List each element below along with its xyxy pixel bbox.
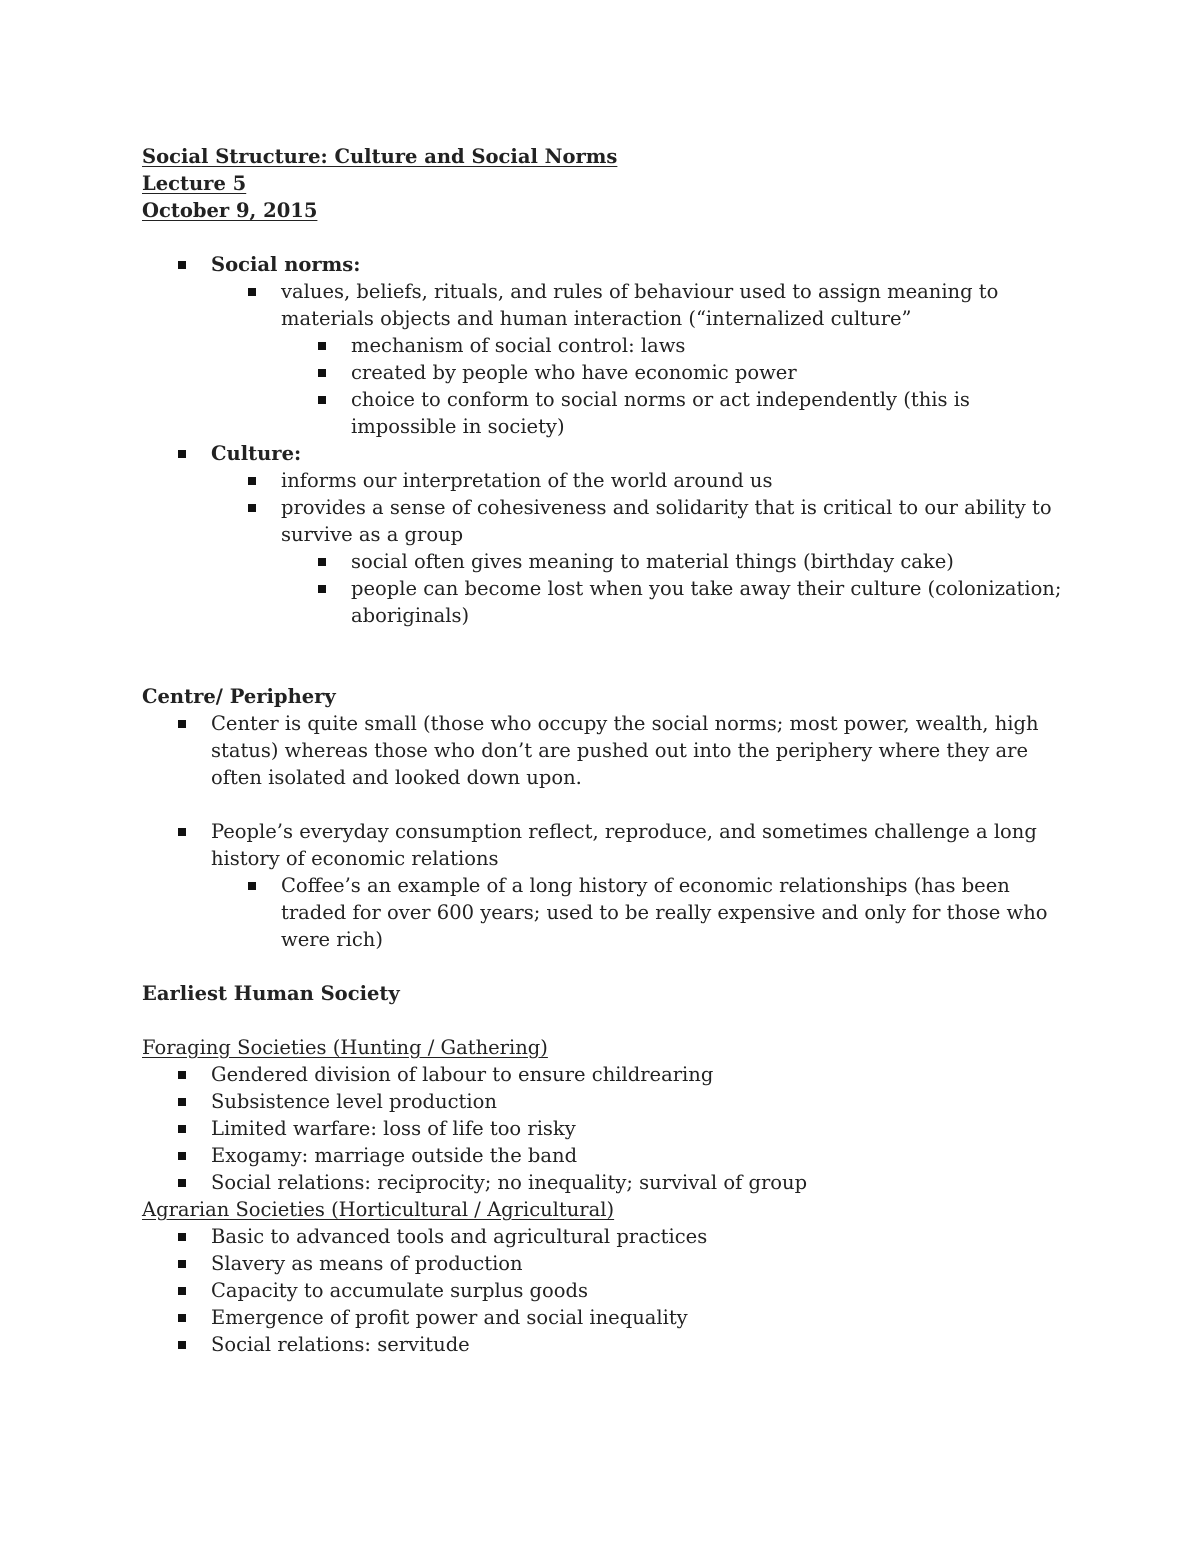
bullet-marker — [178, 720, 186, 728]
agrarian-item: Capacity to accumulate surplus goods — [211, 1279, 588, 1302]
list-item — [142, 359, 1062, 386]
agrarian-heading: Agrarian Societies (Horticultural / Agricultural) — [142, 1198, 615, 1221]
bullet-marker — [318, 585, 326, 593]
list-item — [142, 1142, 1062, 1169]
lecture-date: October 9, 2015 — [142, 199, 318, 222]
bullet-marker — [248, 288, 256, 296]
foraging-item: Social relations: reciprocity; no inequality; survival of group — [211, 1171, 808, 1194]
bullet-marker — [178, 1341, 186, 1349]
list-item — [142, 1304, 1062, 1331]
bullet-marker — [318, 396, 326, 404]
list-item — [142, 1331, 1062, 1358]
list-item — [142, 440, 1062, 467]
list-item — [142, 494, 1062, 548]
bullet-marker — [248, 882, 256, 890]
social-norms-definition: values, beliefs, rituals, and rules of behaviour used to assign meaning to materials objects and human interaction (“internalized culture” — [281, 280, 999, 330]
bullet-marker — [178, 450, 186, 458]
list-item — [142, 818, 1062, 872]
bullet-marker — [248, 504, 256, 512]
bullet-marker — [318, 342, 326, 350]
bullet-marker — [178, 1260, 186, 1268]
foraging-item: Exogamy: marriage outside the band — [211, 1144, 578, 1167]
document-title: Social Structure: Culture and Social Norms — [142, 145, 618, 168]
list-item — [142, 872, 1062, 953]
list-item — [142, 1169, 1062, 1196]
bullet-marker — [178, 261, 186, 269]
culture-heading: Culture: — [211, 442, 302, 465]
list-item — [142, 1223, 1062, 1250]
list-item — [142, 710, 1062, 791]
bullet-marker — [178, 1179, 186, 1187]
centre-point: Center is quite small (those who occupy the social norms; most power, wealth, high status) whereas those who don’t are pushed out into the periphery where they are often isolated and looked down upon. — [211, 712, 1039, 789]
list-item — [142, 1088, 1062, 1115]
culture-detail: people can become lost when you take away their culture (colonization; aboriginals) — [351, 577, 1062, 627]
social-norms-detail: mechanism of social control: laws — [351, 334, 686, 357]
list-item — [142, 548, 1062, 575]
social-norms-heading: Social norms: — [211, 253, 361, 276]
list-item — [142, 467, 1062, 494]
culture-point: provides a sense of cohesiveness and solidarity that is critical to our ability to survive as a group — [281, 496, 1052, 546]
culture-point: informs our interpretation of the world around us — [281, 469, 773, 492]
list-item — [142, 1115, 1062, 1142]
bullet-marker — [178, 828, 186, 836]
foraging-heading: Foraging Societies (Hunting / Gathering) — [142, 1036, 548, 1059]
list-item — [142, 575, 1062, 629]
agrarian-item: Social relations: servitude — [211, 1333, 470, 1356]
foraging-item: Gendered division of labour to ensure childrearing — [211, 1063, 714, 1086]
centre-periphery-heading: Centre/ Periphery — [142, 685, 336, 708]
social-norms-detail: created by people who have economic power — [351, 361, 797, 384]
list-item — [142, 1250, 1062, 1277]
bullet-marker — [178, 1071, 186, 1079]
centre-point: People’s everyday consumption reflect, reproduce, and sometimes challenge a long history of economic relations — [211, 820, 1037, 870]
bullet-marker — [248, 477, 256, 485]
bullet-marker — [178, 1287, 186, 1295]
foraging-item: Subsistence level production — [211, 1090, 497, 1113]
agrarian-item: Basic to advanced tools and agricultural practices — [211, 1225, 708, 1248]
document-page — [142, 143, 1062, 1358]
bullet-marker — [178, 1125, 186, 1133]
list-item — [142, 1277, 1062, 1304]
culture-detail: social often gives meaning to material things (birthday cake) — [351, 550, 954, 573]
agrarian-item: Slavery as means of production — [211, 1252, 523, 1275]
foraging-item: Limited warfare: loss of life too risky — [211, 1117, 576, 1140]
bullet-marker — [178, 1098, 186, 1106]
earliest-society-heading: Earliest Human Society — [142, 982, 400, 1005]
list-item — [142, 386, 1062, 440]
lecture-number: Lecture 5 — [142, 172, 247, 195]
social-norms-detail: choice to conform to social norms or act independently (this is impossible in society) — [351, 388, 970, 438]
centre-point-detail: Coffee’s an example of a long history of economic relationships (has been traded for over 600 years; used to be really expensive and only for those who were rich) — [281, 874, 1048, 951]
bullet-marker — [318, 369, 326, 377]
list-item — [142, 278, 1062, 332]
bullet-marker — [178, 1233, 186, 1241]
bullet-marker — [178, 1152, 186, 1160]
bullet-marker — [318, 558, 326, 566]
list-item — [142, 251, 1062, 278]
agrarian-item: Emergence of profit power and social inequality — [211, 1306, 688, 1329]
list-item — [142, 1061, 1062, 1088]
bullet-marker — [178, 1314, 186, 1322]
list-item — [142, 332, 1062, 359]
